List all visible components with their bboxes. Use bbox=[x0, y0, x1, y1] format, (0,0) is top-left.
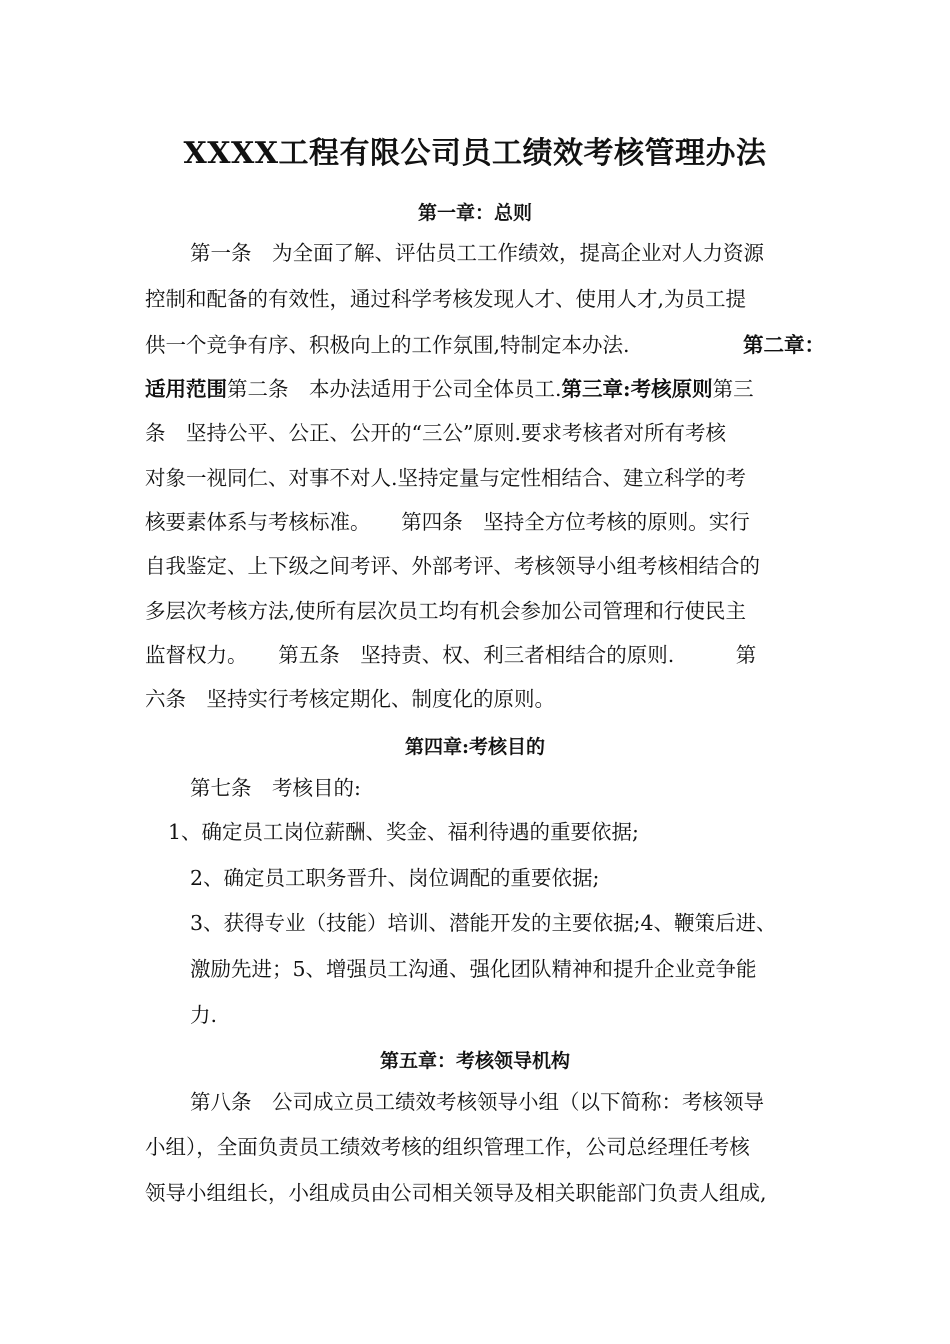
paragraph-line bbox=[145, 374, 835, 404]
paragraph-line: 第七条 考核目的: bbox=[190, 776, 361, 800]
paragraph-line: 自我鉴定、上下级之间考评、外部考评、考核领导小组考核相结合的 bbox=[145, 554, 760, 578]
chapter-heading-3: 第三章:考核原则 bbox=[561, 377, 713, 401]
paragraph-text: 第三 bbox=[712, 377, 754, 401]
chapter-heading-2-part: 适用范围 bbox=[145, 377, 227, 401]
chapter-heading-2-part: 第二章： bbox=[743, 333, 825, 357]
paragraph-line bbox=[145, 330, 835, 360]
paragraph-line: 领导小组组长，小组成员由公司相关领导及相关职能部门负责人组成, bbox=[145, 1181, 767, 1205]
paragraph-line: 六条 坚持实行考核定期化、制度化的原则。 bbox=[145, 687, 555, 711]
paragraph-line: 条 坚持公平、公正、公开的“三公”原则.要求考核者对所有考核 bbox=[145, 421, 726, 445]
paragraph-line: 对象一视同仁、对事不对人.坚持定量与定性相结合、建立科学的考 bbox=[145, 466, 747, 490]
list-item: 2、确定员工职务晋升、岗位调配的重要依据; bbox=[190, 866, 600, 890]
chapter-heading-1: 第一章：总则 bbox=[417, 202, 532, 224]
document-title: XXXX工程有限公司员工绩效考核管理办法 bbox=[183, 136, 767, 171]
paragraph-line: 多层次考核方法,使所有层次员工均有机会参加公司管理和行使民主 bbox=[145, 599, 747, 623]
paragraph-line: 监督权力。 第五条 坚持责、权、利三者相结合的原则. 第 bbox=[145, 643, 757, 667]
list-item: 3、获得专业（技能）培训、潜能开发的主要依据;4、鞭策后进、 bbox=[190, 911, 777, 935]
paragraph-line: 第一条 为全面了解、评估员工工作绩效，提高企业对人力资源 bbox=[190, 241, 764, 265]
chapter-heading-5: 第五章：考核领导机构 bbox=[379, 1050, 570, 1072]
paragraph-line: 核要素体系与考核标准。 第四条 坚持全方位考核的原则。实行 bbox=[145, 510, 750, 534]
list-item: 激励先进；5、增强员工沟通、强化团队精神和提升企业竞争能 bbox=[190, 957, 757, 981]
chapter-heading-4: 第四章:考核目的 bbox=[404, 736, 545, 758]
list-item: 力. bbox=[190, 1003, 218, 1027]
paragraph-line: 第八条 公司成立员工绩效考核领导小组（以下简称：考核领导 bbox=[190, 1090, 764, 1114]
paragraph-line: 控制和配备的有效性，通过科学考核发现人才、使用人才,为员工提 bbox=[145, 287, 747, 311]
list-item: 1、确定员工岗位薪酬、奖金、福利待遇的重要依据; bbox=[168, 820, 639, 844]
paragraph-text: 供一个竞争有序、积极向上的工作氛围,特制定本办法. bbox=[145, 333, 630, 357]
paragraph-line: 小组），全面负责员工绩效考核的组织管理工作，公司总经理任考核 bbox=[145, 1135, 750, 1159]
paragraph-text: 第二条 本办法适用于公司全体员工. bbox=[227, 377, 562, 401]
